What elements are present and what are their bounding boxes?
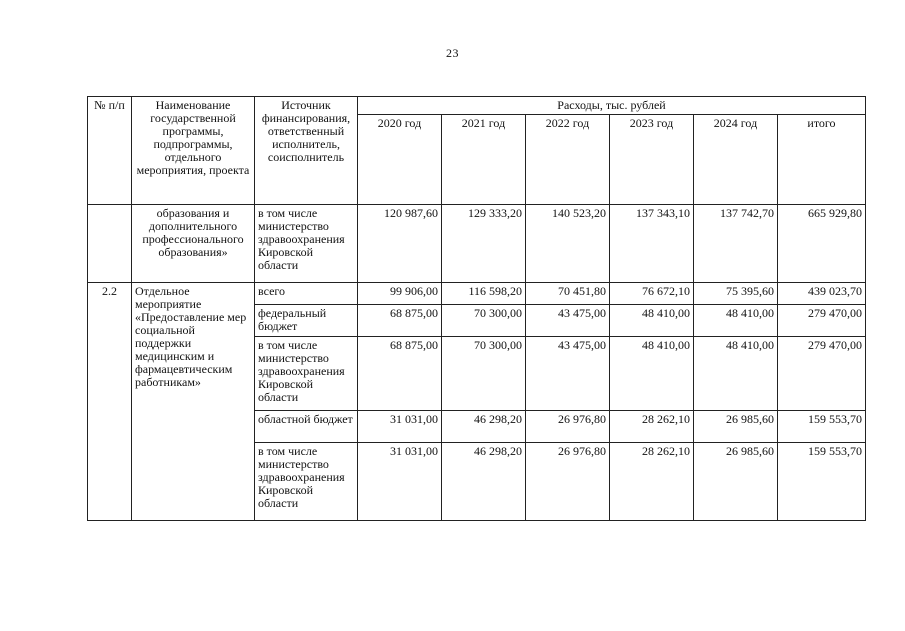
row-num xyxy=(88,205,132,283)
value-2023: 28 262,10 xyxy=(610,443,694,521)
header-total: итого xyxy=(778,115,866,205)
value-2020: 120 987,60 xyxy=(358,205,442,283)
value-total: 439 023,70 xyxy=(778,283,866,305)
value-2022: 26 976,80 xyxy=(526,443,610,521)
row-num: 2.2 xyxy=(88,283,132,521)
value-2023: 48 410,00 xyxy=(610,305,694,337)
value-2022: 140 523,20 xyxy=(526,205,610,283)
value-2024: 137 742,70 xyxy=(694,205,778,283)
value-total: 279 470,00 xyxy=(778,337,866,411)
value-2020: 99 906,00 xyxy=(358,283,442,305)
value-2023: 76 672,10 xyxy=(610,283,694,305)
value-2024: 48 410,00 xyxy=(694,305,778,337)
page-number: 23 xyxy=(446,46,459,60)
budget-table xyxy=(87,96,866,521)
value-2020: 68 875,00 xyxy=(358,305,442,337)
header-year-2022: 2022 год xyxy=(526,115,610,205)
value-2022: 43 475,00 xyxy=(526,337,610,411)
value-2023: 137 343,10 xyxy=(610,205,694,283)
row-source: федеральный бюджет xyxy=(255,305,358,337)
value-2020: 68 875,00 xyxy=(358,337,442,411)
header-year-2023: 2023 год xyxy=(610,115,694,205)
value-2021: 70 300,00 xyxy=(442,305,526,337)
table-row xyxy=(88,283,866,305)
value-2024: 26 985,60 xyxy=(694,411,778,443)
table-row xyxy=(88,205,866,283)
value-2020: 31 031,00 xyxy=(358,411,442,443)
value-2020: 31 031,00 xyxy=(358,443,442,521)
header-year-2021: 2021 год xyxy=(442,115,526,205)
value-2021: 46 298,20 xyxy=(442,411,526,443)
header-year-2024: 2024 год xyxy=(694,115,778,205)
header-num: № п/п xyxy=(88,97,132,205)
value-2023: 48 410,00 xyxy=(610,337,694,411)
value-total: 665 929,80 xyxy=(778,205,866,283)
value-2024: 75 395,60 xyxy=(694,283,778,305)
header-row-1 xyxy=(88,97,866,115)
value-2024: 48 410,00 xyxy=(694,337,778,411)
value-2022: 26 976,80 xyxy=(526,411,610,443)
row-name: образования и дополнительного профессионального образования» xyxy=(132,205,255,283)
value-2024: 26 985,60 xyxy=(694,443,778,521)
header-year-2020: 2020 год xyxy=(358,115,442,205)
value-2021: 46 298,20 xyxy=(442,443,526,521)
row-name: Отдельное мероприятие «Предоставление мер социальной поддержки медицинским и фармацевтическим работникам» xyxy=(132,283,255,521)
value-2023: 28 262,10 xyxy=(610,411,694,443)
value-2021: 129 333,20 xyxy=(442,205,526,283)
value-2021: 116 598,20 xyxy=(442,283,526,305)
value-total: 279 470,00 xyxy=(778,305,866,337)
row-source: областной бюджет xyxy=(255,411,358,443)
header-expenses: Расходы, тыс. рублей xyxy=(358,97,866,115)
value-2021: 70 300,00 xyxy=(442,337,526,411)
row-source: в том числе министерство здравоохранения Кировской области xyxy=(255,205,358,283)
row-source: в том числе министерство здравоохранения Кировской области xyxy=(255,443,358,521)
row-source: в том числе министерство здравоохранения Кировской области xyxy=(255,337,358,411)
row-source: всего xyxy=(255,283,358,305)
header-source: Источник финансирования, ответственный исполнитель, соисполнитель xyxy=(255,97,358,205)
value-2022: 43 475,00 xyxy=(526,305,610,337)
header-name: Наименование государственной программы, подпрограммы, отдельного мероприятия, проекта xyxy=(132,97,255,205)
value-total: 159 553,70 xyxy=(778,443,866,521)
value-total: 159 553,70 xyxy=(778,411,866,443)
value-2022: 70 451,80 xyxy=(526,283,610,305)
